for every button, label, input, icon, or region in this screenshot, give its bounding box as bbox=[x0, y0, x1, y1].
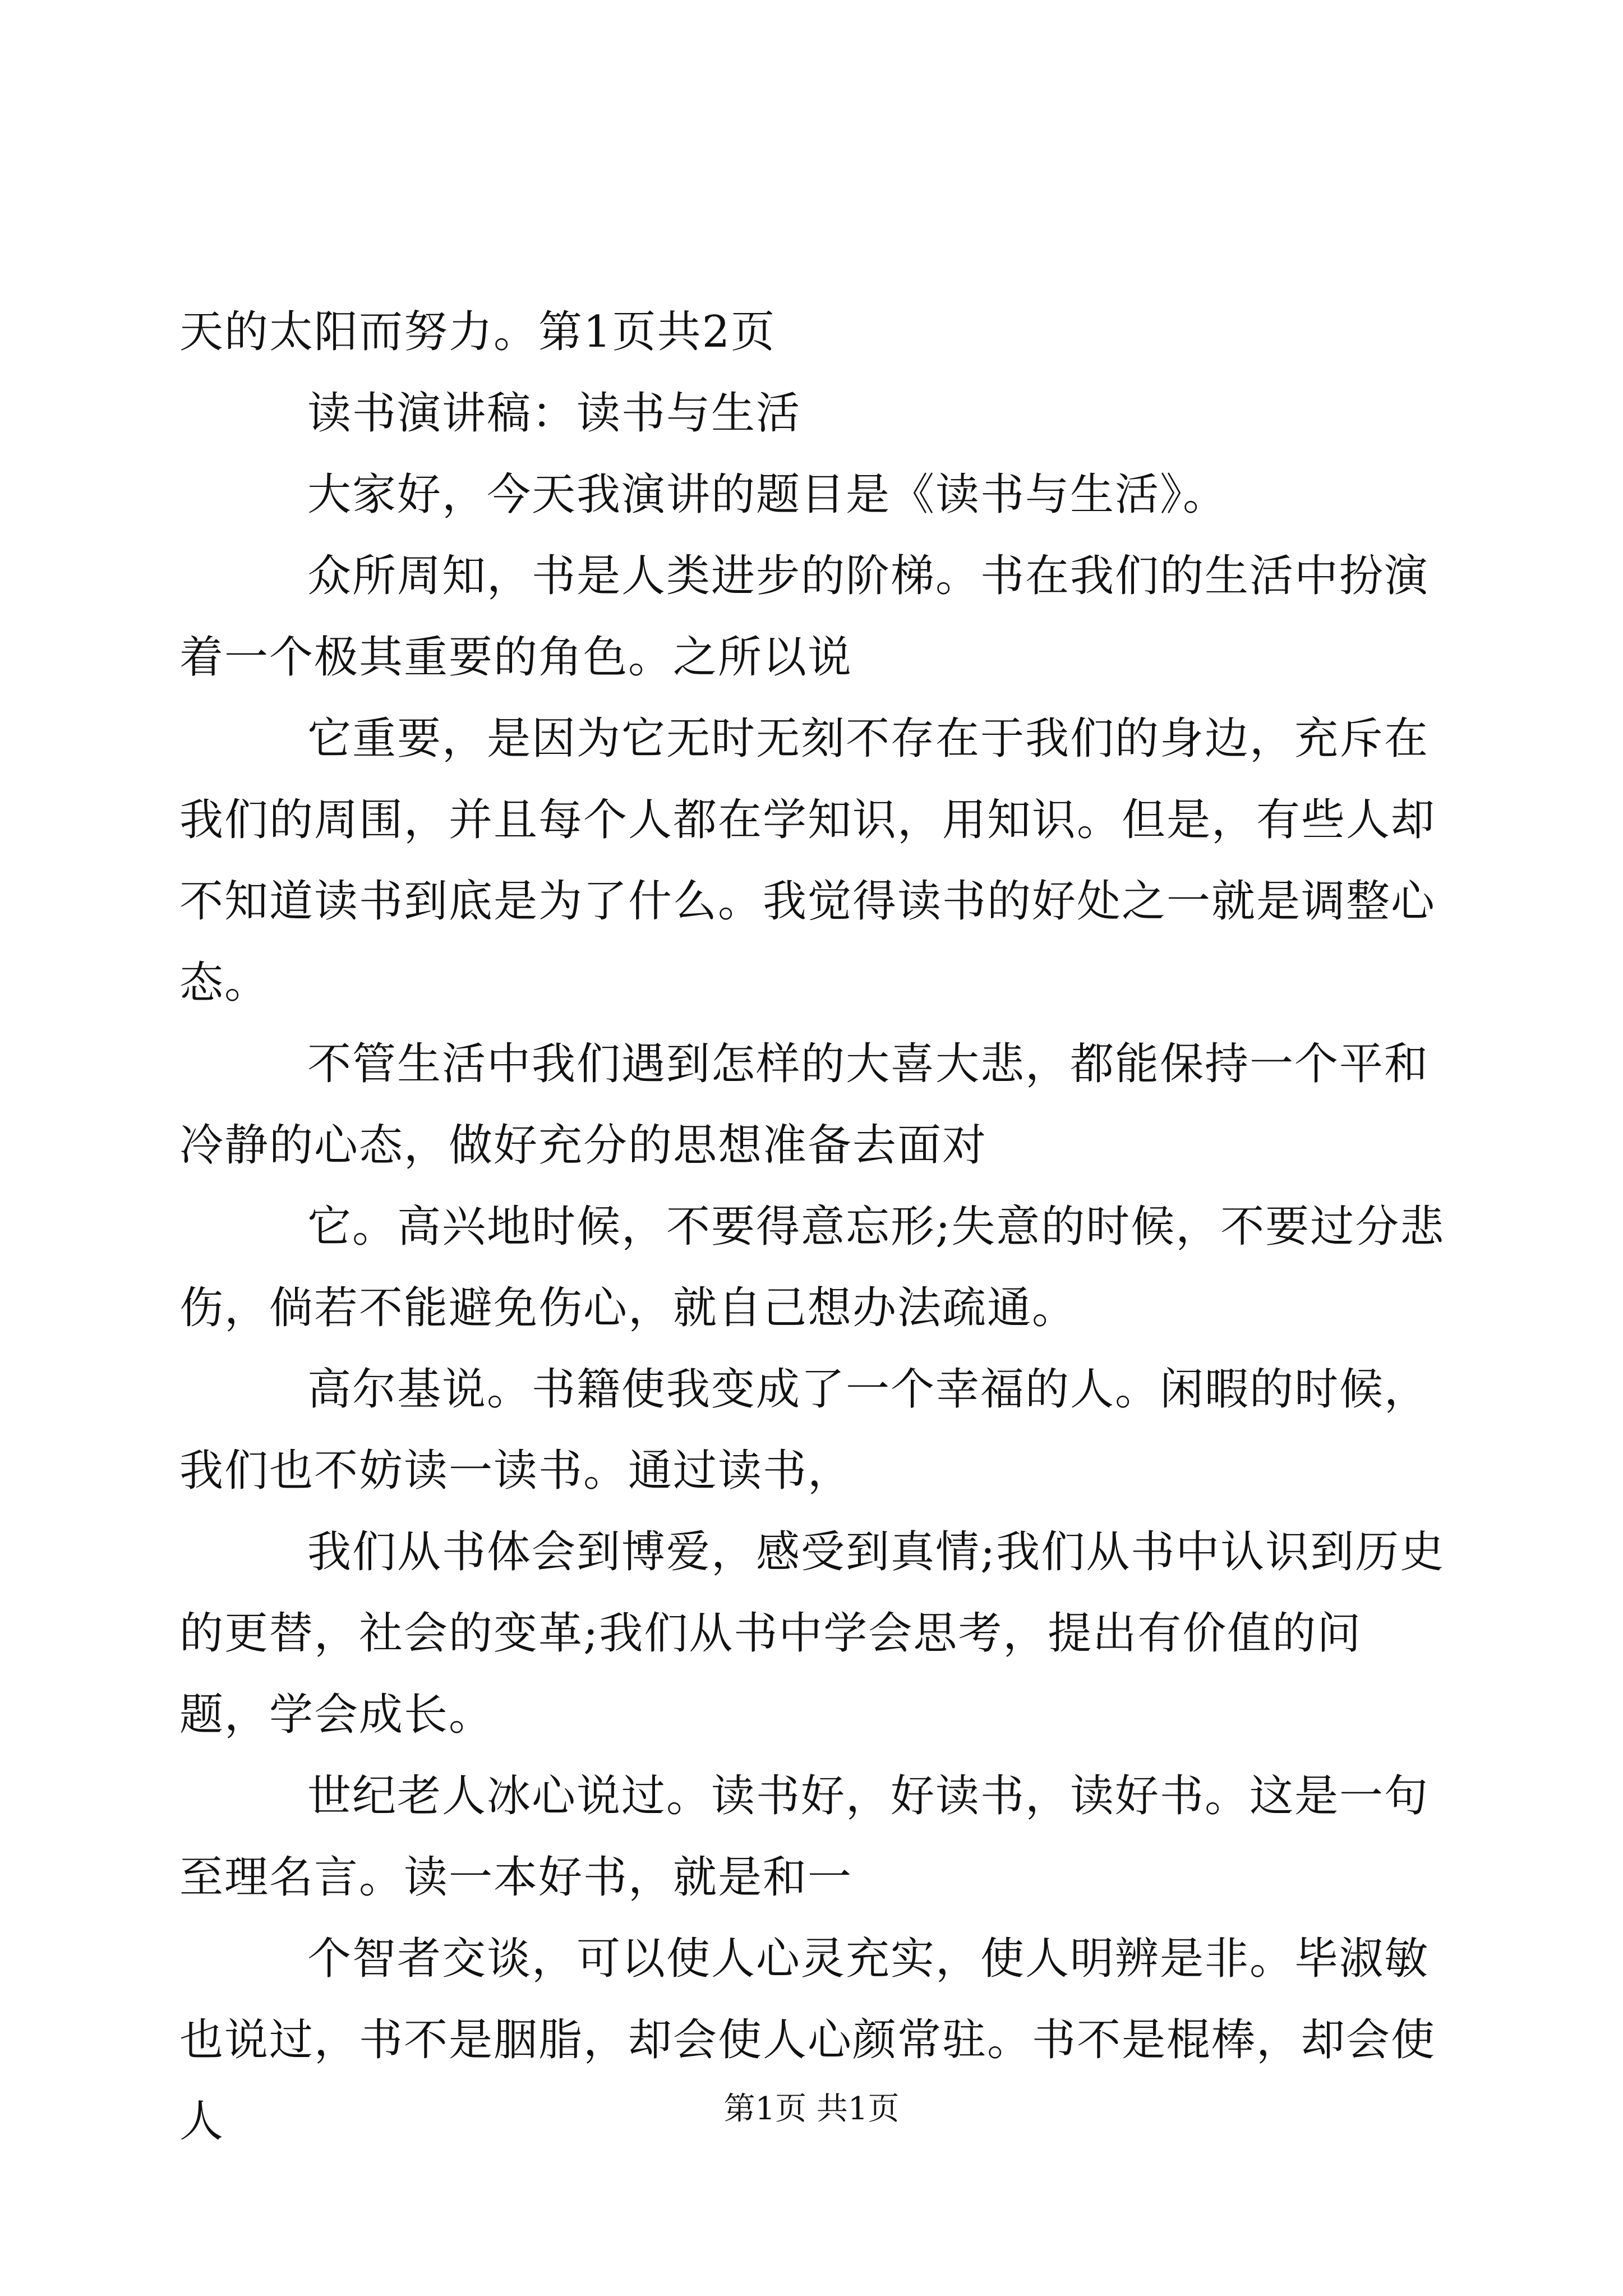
page-number-label: 第1页 共1页 bbox=[723, 2091, 900, 2127]
paragraph: 众所周知，书是人类进步的阶梯。书在我们的生活中扮演着一个极其重要的角色。之所以说 bbox=[179, 551, 1430, 683]
paragraph: 它重要，是因为它无时无刻不存在于我们的身边，充斥在我们的周围，并且每个人都在学知识，用知识。但是，有些人却不知道读书到底是为了什么。我觉得读书的好处之一就是调整心态。 bbox=[179, 714, 1436, 1008]
paragraph: 不管生活中我们遇到怎样的大喜大悲，都能保持一个平和冷静的心态，做好充分的思想准备去面对 bbox=[179, 1039, 1430, 1171]
paragraph: 世纪老人冰心说过。读书好，好读书，读好书。这是一句至理名言。读一本好书，就是和一 bbox=[179, 1771, 1430, 1903]
paragraph: 我们从书体会到博爱，感受到真情;我们从书中认识到历史的更替，社会的变革;我们从书中学会思考，提出有价值的问题，学会成长。 bbox=[179, 1527, 1445, 1740]
paragraph-continuation: 天的太阳而努力。第1页共2页 bbox=[179, 307, 776, 357]
paragraph: 个智者交谈，可以使人心灵充实，使人明辨是非。毕淑敏也说过，书不是胭脂，却会使人心颜常驻。书不是棍棒，却会使人 bbox=[179, 1934, 1436, 2147]
document-body bbox=[179, 292, 1447, 2162]
paragraph-heading: 读书演讲稿：读书与生活 bbox=[307, 388, 801, 439]
paragraph: 大家好，今天我演讲的题目是《读书与生活》。 bbox=[307, 470, 1228, 520]
page-footer bbox=[0, 2090, 1623, 2129]
paragraph: 高尔基说。书籍使我变成了一个幸福的人。闲暇的时候，我们也不妨读一读书。通过读书， bbox=[179, 1364, 1430, 1496]
paragraph: 它。高兴地时候，不要得意忘形;失意的时候，不要过分悲伤，倘若不能避免伤心，就自己想办法疏通。 bbox=[179, 1202, 1445, 1333]
